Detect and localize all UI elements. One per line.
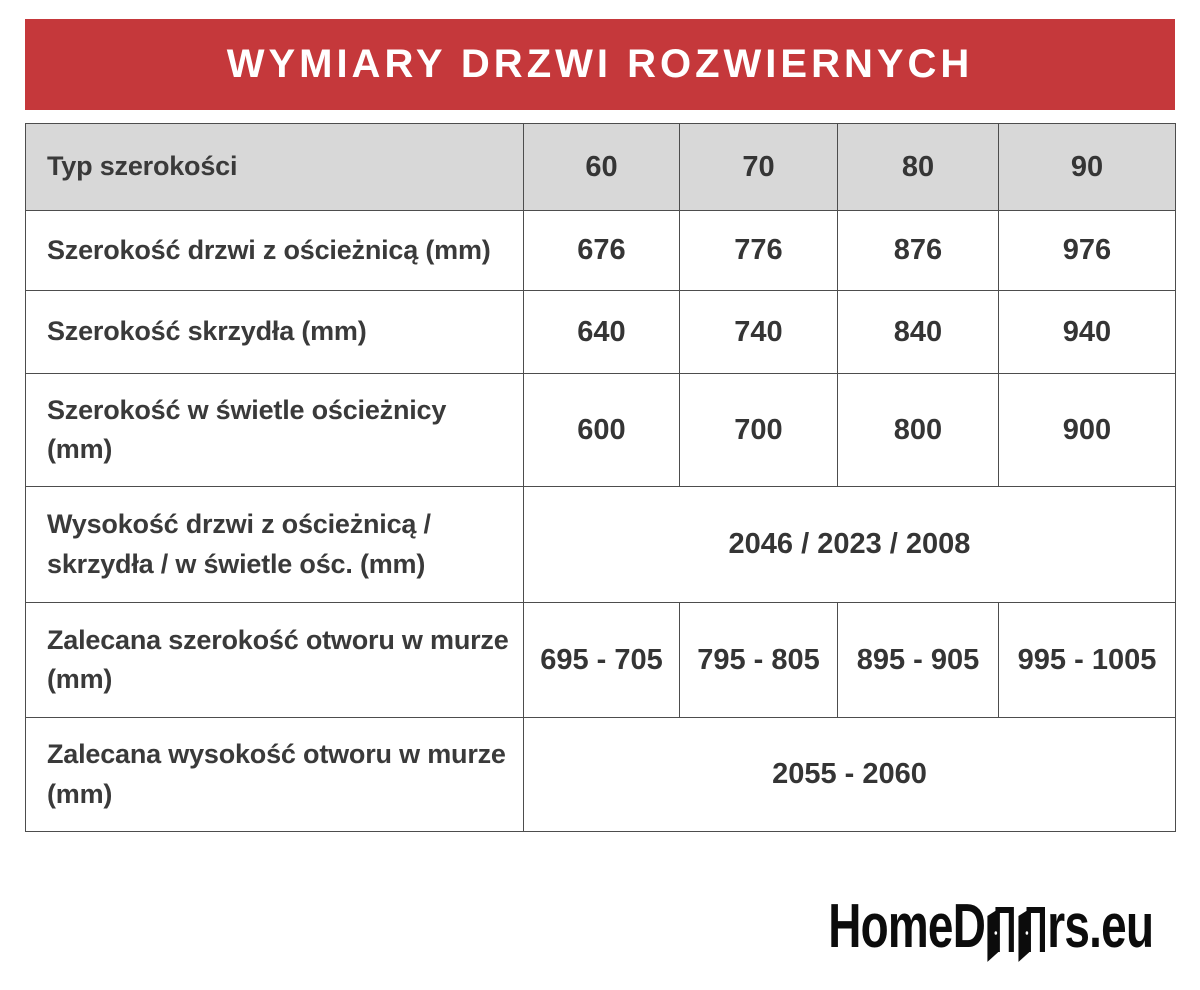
page-title: WYMIARY DRZWI ROZWIERNYCH — [226, 42, 974, 86]
row-label: Zalecana wysokość otworu w murze (mm) — [26, 718, 524, 832]
row-label: Szerokość skrzydła (mm) — [26, 291, 524, 374]
row-value: 676 — [524, 211, 680, 291]
row-value: 876 — [838, 211, 999, 291]
row-value: 695 - 705 — [524, 603, 680, 718]
row-value: 840 — [838, 291, 999, 374]
table-row — [26, 211, 1176, 291]
header-col-90: 90 — [999, 124, 1176, 211]
row-label: Zalecana szerokość otworu w murze (mm) — [26, 603, 524, 718]
header-col-80: 80 — [838, 124, 999, 211]
open-door-icon — [987, 907, 1014, 963]
row-value: 640 — [524, 291, 680, 374]
row-value: 700 — [680, 374, 838, 487]
row-value-span: 2055 - 2060 — [524, 718, 1176, 832]
table-row — [26, 291, 1176, 374]
row-value: 995 - 1005 — [999, 603, 1176, 718]
row-value: 800 — [838, 374, 999, 487]
row-value: 776 — [680, 211, 838, 291]
row-value: 900 — [999, 374, 1176, 487]
header-col-70: 70 — [680, 124, 838, 211]
logo-text-prefix: HomeD — [827, 892, 985, 961]
table-header-row — [26, 124, 1176, 211]
title-banner — [25, 19, 1175, 110]
table-row — [26, 718, 1176, 832]
row-value: 740 — [680, 291, 838, 374]
row-label: Szerokość drzwi z ościeżnicą (mm) — [26, 211, 524, 291]
row-value: 795 - 805 — [680, 603, 838, 718]
open-door-icon — [1018, 907, 1045, 963]
logo-text-suffix: rs.eu — [1047, 892, 1153, 961]
row-value: 976 — [999, 211, 1176, 291]
header-col-60: 60 — [524, 124, 680, 211]
row-value: 940 — [999, 291, 1176, 374]
row-label: Szerokość w świetle ościeżnicy (mm) — [26, 374, 524, 487]
row-label: Wysokość drzwi z ościeżnicą / skrzydła / w świetle ośc. (mm) — [26, 487, 524, 603]
table-row — [26, 374, 1176, 487]
table-row — [26, 487, 1176, 603]
row-value-span: 2046 / 2023 / 2008 — [524, 487, 1176, 603]
row-value: 895 - 905 — [838, 603, 999, 718]
homedoors-logo — [827, 892, 1153, 963]
dimensions-table — [25, 123, 1176, 832]
table-row — [26, 603, 1176, 718]
header-label-cell: Typ szerokości — [26, 124, 524, 211]
row-value: 600 — [524, 374, 680, 487]
